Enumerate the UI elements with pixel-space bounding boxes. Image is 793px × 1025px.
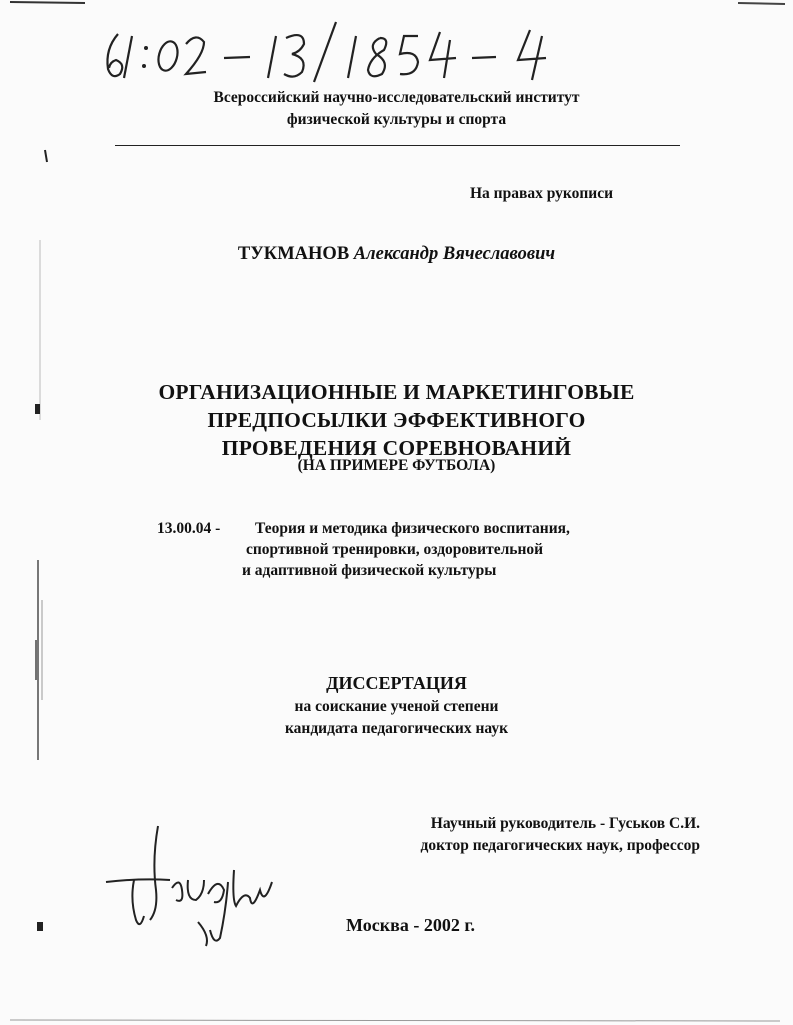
institute-line-2: физической культуры и спорта	[286, 111, 507, 128]
header-divider	[115, 145, 680, 146]
archive-code-handwriting	[100, 14, 570, 84]
title-line-1: ОРГАНИЗАЦИОННЫЕ И МАРКЕТИНГОВЫЕ	[158, 380, 635, 404]
specialty-line-2: спортивной тренировки, оздоровительной	[246, 541, 544, 558]
signature-image	[100, 820, 290, 950]
manuscript-rights-label: На правах рукописи	[470, 185, 614, 202]
specialty-line-3: и адаптивной физической культуры	[242, 562, 497, 579]
institute-name	[0, 87, 793, 131]
scientific-advisor	[345, 813, 700, 857]
title-line-2: ПРЕДПОСЫЛКИ ЭФФЕКТИВНОГО	[207, 408, 586, 432]
document-type-heading: ДИССЕРТАЦИЯ	[326, 673, 467, 693]
advisor-line-2: доктор педагогических наук, профессор	[420, 837, 700, 854]
degree-line-2: кандидата педагогических наук	[284, 720, 509, 737]
advisor-line-1: Научный руководитель - Гуськов С.И.	[430, 815, 700, 832]
title-line-3: ПРОВЕДЕНИЯ СОРЕВНОВАНИЙ	[221, 436, 572, 460]
degree-statement	[0, 696, 793, 740]
dissertation-title	[0, 378, 793, 462]
place-and-year: Москва - 2002 г.	[346, 915, 475, 935]
specialty-line-1: Теория и методика физического воспитания,	[255, 520, 570, 537]
specialty-code: 13.00.04 -	[157, 520, 221, 537]
degree-line-1: на соискание ученой степени	[294, 698, 499, 715]
author-given-names: Александр Вячеславович	[353, 244, 556, 264]
author-surname: ТУКМАНОВ	[237, 244, 350, 264]
specialty-block	[157, 518, 570, 581]
author-name	[0, 244, 793, 265]
title-subtitle: (НА ПРИМЕРЕ ФУТБОЛА)	[297, 457, 496, 474]
institute-line-1: Всероссийский научно-исследовательский институт	[213, 89, 580, 106]
